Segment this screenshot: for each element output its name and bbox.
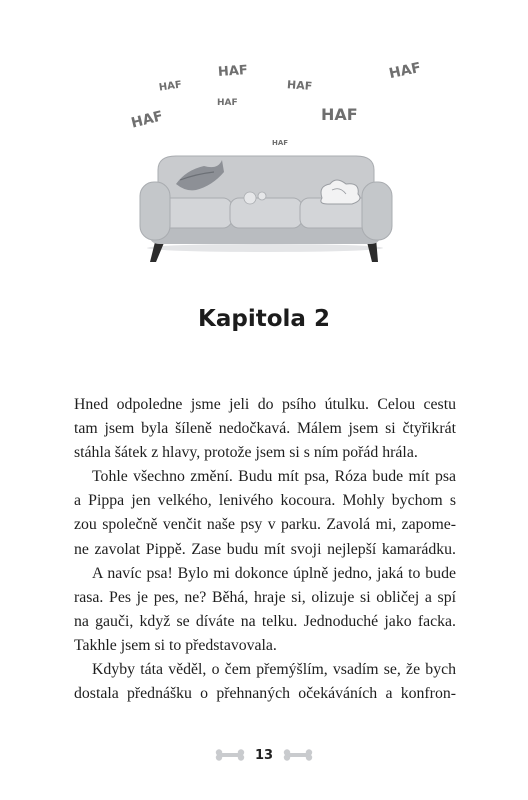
text-line: Kdyby táta věděl, o čem přemýšlím, vsadím se, že bych (92, 661, 456, 679)
haf-text-1: HAF (129, 108, 165, 132)
text-line: a Pippa jen velkého, lenivého kocoura. Mohly bychom s (74, 492, 456, 510)
text-line: tam jsem byla šíleně nedočkavá. Málem jsem si čtyřikrát (74, 420, 456, 438)
text-line: A navíc psa! Bylo mi dokonce úplně jedno, jaká to bude (92, 564, 456, 582)
haf-text-6: HAF (321, 105, 358, 124)
haf-text-7: HAF (387, 59, 423, 83)
text-line: Takhle jsem si to představovala. (74, 636, 277, 654)
text-line: ne zavolat Pippě. Zase budu mít svoji nejlepší kamarádku. (74, 540, 456, 558)
paragraph-3 (74, 562, 456, 658)
chapter-body (74, 393, 456, 706)
chapter-title: Kapitola 2 (198, 306, 330, 332)
text-line: na gauči, když se díváte na telku. Jednoduché jako facka. (74, 612, 456, 630)
sofa-icon (0, 0, 528, 280)
haf-text-8: HAF (272, 139, 289, 147)
page-footer (0, 744, 528, 766)
haf-text-4: HAF (217, 98, 238, 108)
text-line: dostala přednášku o přehnaných očekáváních a konfron- (74, 685, 456, 703)
bone-icon (215, 749, 245, 761)
haf-text-5: HAF (286, 78, 313, 93)
text-line: stáhla šátek z hlavy, protože jsem si s ním pořád hrála. (74, 444, 418, 462)
paragraph-1 (74, 393, 456, 465)
text-line: Hned odpoledne jsme jeli do psího útulku. Celou cestu (74, 396, 456, 413)
page-number: 13 (254, 747, 274, 763)
paragraph-4 (74, 658, 456, 706)
bone-icon (283, 749, 313, 761)
paragraph-2 (74, 465, 456, 561)
text-line: Tohle všechno změní. Budu mít psa, Róza bude mít psa (92, 468, 456, 486)
text-line: zou společně venčit naše psy v parku. Zavolá mi, zapome- (74, 516, 456, 534)
haf-text-2: HAF (158, 79, 183, 94)
text-line: rasa. Pes je pes, ne? Běhá, hraje si, olizuje si obličej a spí (74, 588, 456, 606)
haf-text-3: HAF (217, 62, 249, 81)
